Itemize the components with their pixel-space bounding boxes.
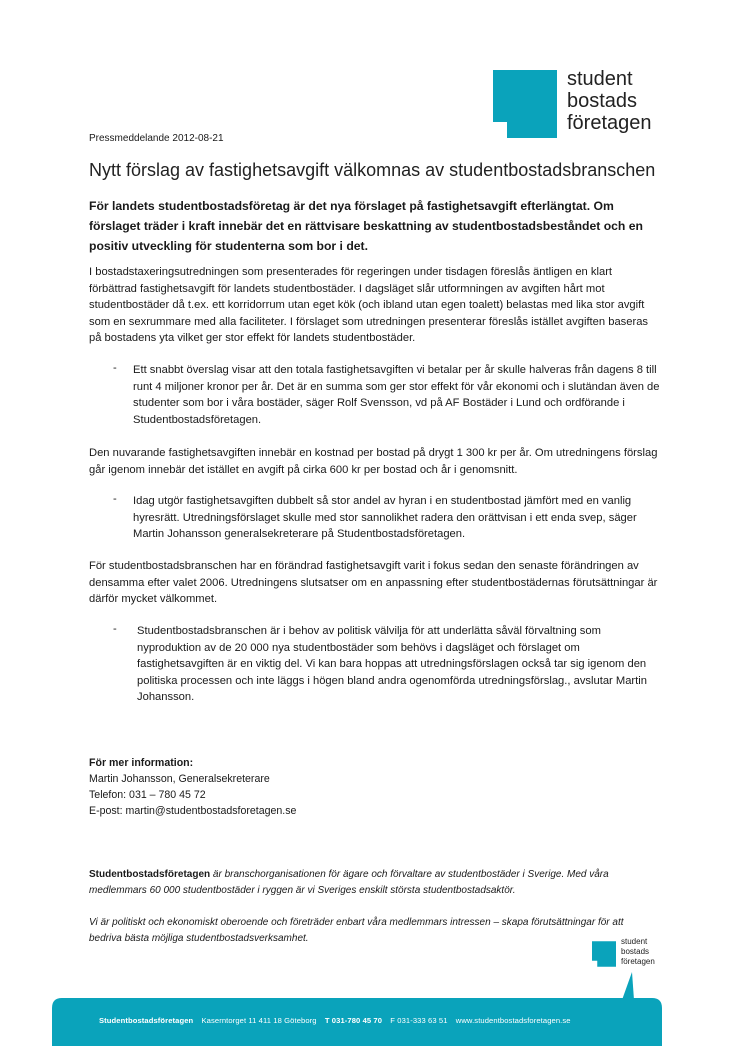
quote-paragraph: Idag utgör fastighetsavgiften dubbelt så stor andel av hyran i en studentbostad jämfört med en vanlig hyresrätt. Utredningsförslaget skulle med stor sannolikhet radera den orättvisan i ett enda svep, säger Martin Johansson generalsekreterare på Studentbostadsföretagen.: [133, 495, 637, 540]
logo-word-2: bostads: [567, 90, 638, 112]
logo-word-1: student: [621, 937, 648, 946]
body-paragraph: För studentbostadsbranschen har en förändrad fastighetsavgift varit i fokus sedan den senaste förändringen av densamma efter valet 2006. Utredningens slutsatser om en anpassning efter studentbostädernas förutsättningar är därför mycket välkommet.: [89, 560, 658, 605]
quote-paragraph: Studentbostadsbranschen är i behov av politisk välvilja för att underlätta såväl förvaltning som nyproduktion av de 20 000 nya studentbostäder som behövs i dagsläget och förslaget om fastighetsavgiften är en viktig del. Vi kan bara hoppas att utredningsförslagen också tar sig igenom den politiska processen och inte läggs i högen bland andra ogenomförda utredningsförslag., avslutar Martin Johansson.: [137, 625, 647, 703]
footer-phone: T 031-780 45 70: [324, 1016, 383, 1025]
body-paragraph: I bostadstaxeringsutredningen som presenterades för regeringen under tisdagen föreslås äntligen en klart förbättrad fastighetsavgift för landets studentbostäder. I dagsläget slår utformningen av avgiften hårt mot studentbostäder då t.ex. ett korridorrum utan eget kök (och ibland utan egen toalett) belastas med lika stor avgift som en sexrummare med alla faciliteter. I förslaget som utredningen presenterar föreslås istället avgiften baseras på bostadens yta vilket ger stor effekt för landets studentbostäder.: [89, 266, 649, 344]
company-logo: [493, 68, 673, 144]
contact-block: [89, 755, 296, 819]
quote-dash: -: [113, 493, 117, 505]
logo-word-1: student: [567, 68, 633, 90]
footer-org: Studentbostadsföretagen: [99, 1016, 194, 1025]
about-org-name: Studentbostadsföretagen: [89, 869, 211, 880]
logo-word-3: företagen: [621, 957, 655, 966]
lead-paragraph: För landets studentbostadsföretag är det nya förslaget på fastighetsavgift efterlängtat. Om förslaget träder i kraft innebär det en rättvisare beskattning av studentbostadsbeståndet och en positiv utveckling för studenterna som bor i det.: [89, 199, 643, 253]
footer-fax: F 031-333 63 51: [390, 1016, 448, 1025]
contact-email[interactable]: E-post: martin@studentbostadsforetagen.se: [89, 805, 297, 817]
logo-word-2: bostads: [621, 947, 650, 956]
contact-heading: För mer information:: [89, 757, 194, 769]
about-paragraph-1: [89, 867, 649, 899]
footer-logo: [592, 937, 672, 973]
footer-banner-tail: [618, 972, 638, 1000]
about-paragraph-2: Vi är politiskt och ekonomiskt oberoende och företräder enbart våra medlemmars intressen – skapa förutsättningar för att bedriva bästa möjliga studentbostadsverksamhet.: [89, 917, 624, 944]
body-paragraph: Den nuvarande fastighetsavgiften innebär en kostnad per bostad på drygt 1 300 kr per år. Om utredningens förslag går igenom innebär det istället en avgift på cirka 600 kr per bostad och år i genomsnitt.: [89, 447, 658, 476]
logo-arrow-icon: [592, 941, 616, 967]
contact-phone: Telefon: 031 – 780 45 72: [89, 789, 206, 801]
page-title: Nytt förslag av fastighetsavgift välkomnas av studentbostadsbranschen: [89, 160, 656, 180]
logo-wordmark: [621, 937, 655, 967]
press-release-date: Pressmeddelande 2012-08-21: [89, 133, 224, 144]
logo-wordmark: [567, 68, 652, 134]
footer-text: [99, 1016, 577, 1025]
footer-address: Kaserntorget 11 411 18 Göteborg: [201, 1016, 317, 1025]
quote-paragraph: Ett snabbt överslag visar att den totala fastighetsavgiften vi betalar per år skulle halveras från dagens 8 till runt 4 miljoner kronor per år. Det är en summa som ger stor effekt för vår ekonomi och i slutändan även de studenter som bor i våra bostäder, säger Rolf Svensson, vd på AF Bostäder i Lund och ordförande i Studentbostadsföretagen.: [133, 364, 660, 426]
contact-name: Martin Johansson, Generalsekreterare: [89, 773, 270, 785]
quote-dash: -: [113, 362, 117, 374]
logo-arrow-icon: [493, 70, 557, 138]
about-text: är branschorganisationen för ägare och förvaltare av studentbostäder i Sverige. Med våra medlemmars 60 000 studentbostäder i ryggen är vi Sveriges enskilt största studentbostadsaktör.: [89, 869, 609, 896]
quote-dash: -: [113, 623, 117, 635]
logo-word-3: företagen: [567, 112, 652, 134]
footer-website-link[interactable]: www.studentbostadsforetagen.se: [455, 1016, 571, 1025]
